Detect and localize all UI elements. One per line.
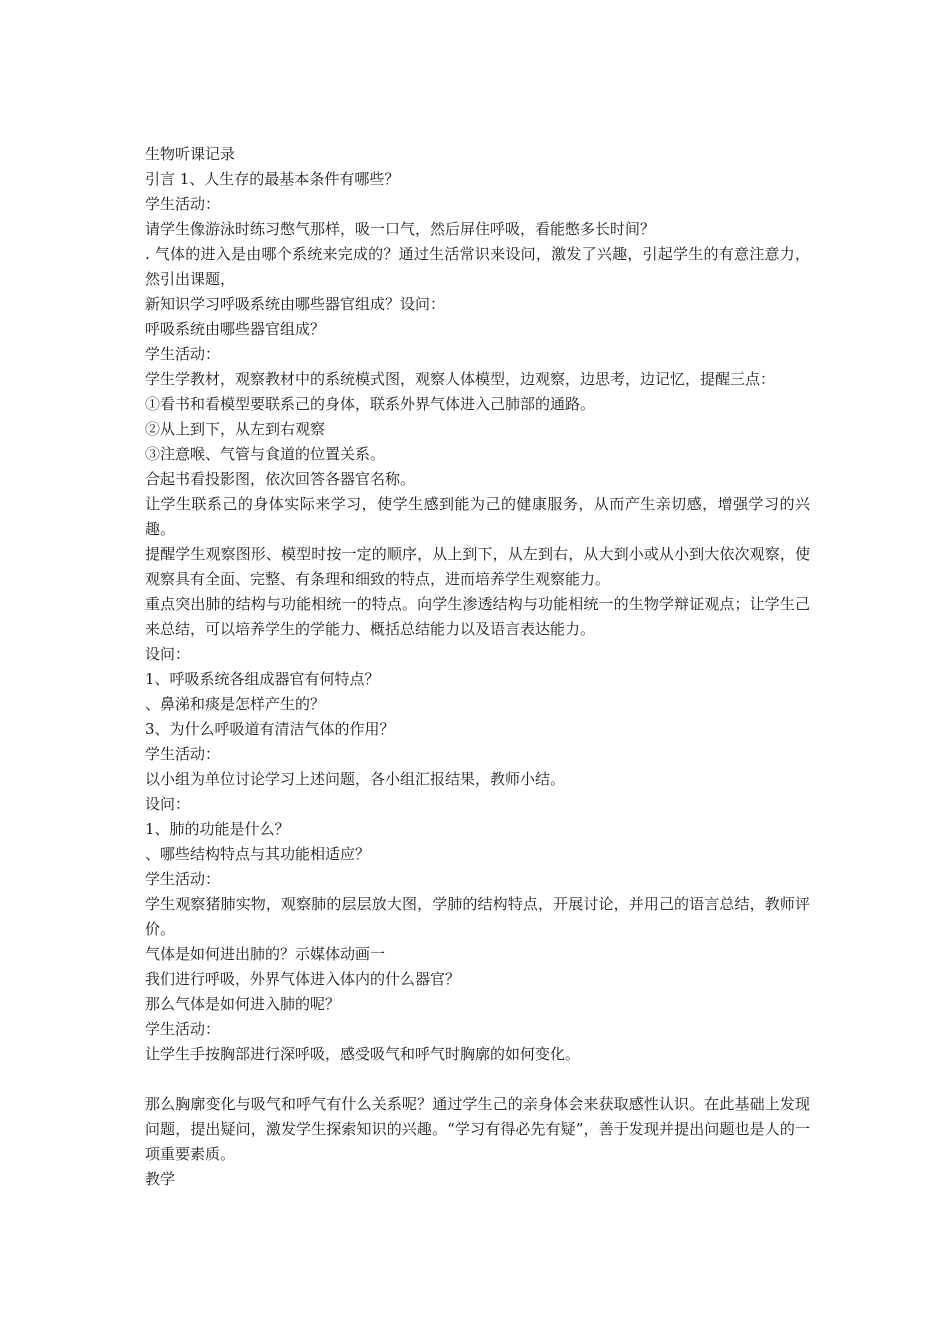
paragraph: 学生活动： — [145, 345, 221, 363]
doc-title: 生物听课记录 — [145, 145, 236, 163]
list-item: 3、为什么呼吸道有清洁气体的作用？ — [145, 720, 395, 738]
document-body — [145, 142, 810, 1192]
paragraph: 呼吸系统由哪些器官组成？ — [145, 320, 326, 338]
paragraph: 新知识学习呼吸系统由哪些器官组成？设问： — [145, 295, 446, 313]
paragraph: 学生活动： — [145, 745, 221, 763]
paragraph: 气体是如何进出肺的？示媒体动画一 — [145, 945, 386, 963]
paragraph: 学生活动： — [145, 195, 221, 213]
paragraph: 提醒学生观察图形、模型时按一定的顺序，从上到下，从左到右，从大到小或从小到大依次观察，使观察具有全面、完整、有条理和细致的特点，进而培养学生观察能力。 — [145, 545, 810, 588]
paragraph: 学生观察猪肺实物，观察肺的层层放大图，学肺的结构特点，开展讨论，并用己的语言总结，教师评价。 — [145, 895, 810, 938]
paragraph: . 气体的进入是由哪个系统来完成的？通过生活常识来设问，激发了兴趣，引起学生的有意注意力，然引出课题， — [145, 245, 810, 288]
paragraph: 让学生联系己的身体实际来学习，使学生感到能为己的健康服务，从而产生亲切感，增强学习的兴趣。 — [145, 495, 810, 538]
paragraph: 重点突出肺的结构与功能相统一的特点。向学生渗透结构与功能相统一的生物学辩证观点；让学生己来总结，可以培养学生的学能力、概括总结能力以及语言表达能力。 — [145, 595, 810, 638]
list-item: 1、肺的功能是什么？ — [145, 820, 290, 838]
paragraph: 我们进行呼吸，外界气体进入体内的什么器官？ — [145, 970, 461, 988]
paragraph: 那么胸廓变化与吸气和呼气有什么关系呢？通过学生己的亲身体会来获取感性认识。在此基础上发现问题，提出疑问，激发学生探索知识的兴趣。“学习有得必先有疑”，善于发现并提出问题也是人的一项重要素质。 — [145, 1095, 810, 1163]
paragraph: 请学生像游泳时练习憋气那样，吸一口气，然后屏住呼吸，看能憋多长时间？ — [145, 220, 656, 238]
paragraph: 设问： — [145, 795, 191, 813]
paragraph: 设问： — [145, 645, 191, 663]
list-item: 、鼻涕和痰是怎样产生的？ — [145, 695, 326, 713]
paragraph: 学生活动： — [145, 1020, 221, 1038]
list-item: 1、呼吸系统各组成器官有何特点？ — [145, 670, 380, 688]
paragraph: 教学 — [145, 1170, 176, 1188]
paragraph: 那么气体是如何进入肺的呢？ — [145, 995, 341, 1013]
list-item: ②从上到下，从左到右观察 — [145, 420, 326, 438]
blank-line — [145, 1067, 810, 1092]
list-item: 、哪些结构特点与其功能相适应？ — [145, 845, 371, 863]
list-item: ③注意喉、气管与食道的位置关系。 — [145, 445, 386, 463]
list-item: ①看书和看模型要联系己的身体，联系外界气体进入己肺部的通路。 — [145, 395, 596, 413]
paragraph: 合起书看投影图，依次回答各器官名称。 — [145, 470, 416, 488]
paragraph: 学生学教材，观察教材中的系统模式图，观察人体模型，边观察，边思考，边记忆，提醒三点： — [145, 370, 776, 388]
paragraph: 学生活动： — [145, 870, 221, 888]
paragraph: 让学生手按胸部进行深呼吸，感受吸气和呼气时胸廓的如何变化。 — [145, 1045, 581, 1063]
paragraph: 引言 1、人生存的最基本条件有哪些？ — [145, 170, 400, 188]
paragraph: 以小组为单位讨论学习上述问题，各小组汇报结果，教师小结。 — [145, 770, 566, 788]
